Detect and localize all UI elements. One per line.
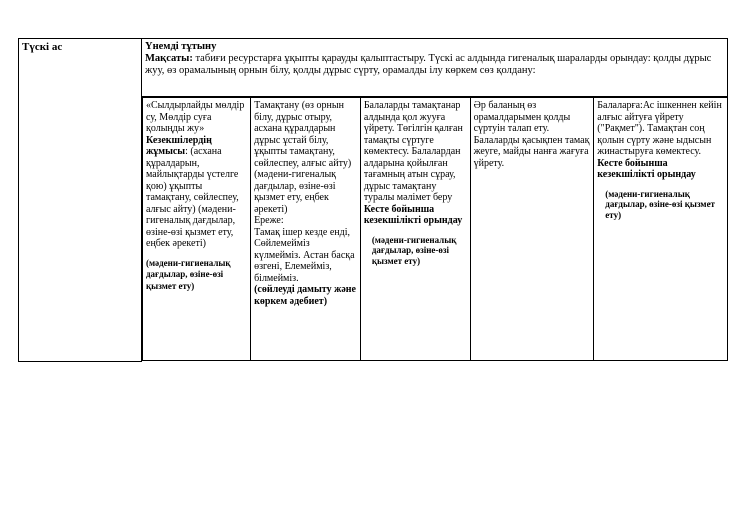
activities-cell	[142, 97, 728, 362]
activity-col-5	[594, 98, 727, 361]
rule-text: Тамақ ішер кезде енді, Сөйлемейміз күлмейміз. Астан басқа өзгені, Елемейміз, білмейміз.	[254, 226, 355, 284]
col2-note: (сөйлеуді дамыту және көркем әдебиет)	[254, 284, 356, 307]
col1-note: (мәдени-гигиеналық дағдылар, өзіне-өзі қызмет ету)	[146, 257, 231, 291]
rule-label: Ереже:	[254, 215, 284, 226]
goal-paragraph	[145, 53, 724, 77]
activity-col-3	[360, 98, 470, 361]
activity-col-4	[470, 98, 594, 361]
activity-col-1	[143, 98, 251, 361]
poem-text: «Сылдырлайды мөлдір су, Мөлдір суға қолыңды жу»	[146, 100, 245, 134]
duty-text: : (асхана құралдарын, майлықтарды үстелге қою) ұқыпты тамақтану, сөйлеспеу, алғыс айту) (мәдени-гигеналық дағдылар, өзіне-өзі қызмет ету, еңбек әрекеті)	[146, 146, 239, 249]
section-title: Үнемді тұтыну	[145, 41, 217, 52]
col3-note: (мәдени-гигиеналық дағдылар, өзіне-өзі қызмет ету)	[371, 234, 457, 266]
goal-label: Мақсаты:	[145, 53, 193, 64]
col5-text: Балаларға:Ас ішкеннен кейін алғыс айтуға үйрету ("Рақмет"). Тамақтан соң қолын сүрту және ыдысын жинастыруға көмектесу.	[597, 100, 722, 157]
col3-text: Балаларды тамақтанар алдында қол жууға үйрету. Төгілгін қалған тамақты сүртуге көмектесу. Балалардан алдарына қойылған тағамның атын сұрау, дұрыс тамақтану туралы мәлімет беру	[363, 100, 463, 203]
activities-table	[142, 97, 728, 361]
lunch-plan-table	[18, 38, 728, 362]
col2-text: Тамақтану (өз орнын білу, дұрыс отыру, асхана құралдарын дұрыс ұстай білу, ұқыпты тамақтану, сөйлеспеу, алғыс айту) (мәдени-гигеналық дағдылар, өзіне-өзі қызмет ету, еңбек әрекеті)	[254, 100, 352, 215]
col4-text: Әр баланың өз орамалдарымен қолды сүртуін талап ету. Балаларды қасықпен тамақ жеуге, майды нанға жағуға үйрету.	[473, 100, 590, 169]
goal-text: табиғи ресурстарға ұқыпты қарауды қалыптастыру. Түскі ас алдында гигеналық шараларды орындау: қолды дұрыс жуу, өз орамалының орнын білу, қолды дұрыс сүрту, орамалды ілу көркем сөз қолдану:	[145, 53, 712, 76]
duty-label: Кезекшілердің жұмысы	[146, 134, 212, 157]
col5-schedule: Кесте бойынша кезекшілікті орындау	[597, 157, 696, 180]
goal-cell	[142, 39, 728, 97]
col3-schedule: Кесте бойынша кезекшілікті орындау	[363, 203, 463, 226]
row-label: Түскі ас	[19, 39, 142, 362]
activity-col-2	[251, 98, 361, 361]
col5-note: (мәдени-гигиеналық дағдылар, өзіне-өзі қызмет ету)	[605, 188, 715, 220]
